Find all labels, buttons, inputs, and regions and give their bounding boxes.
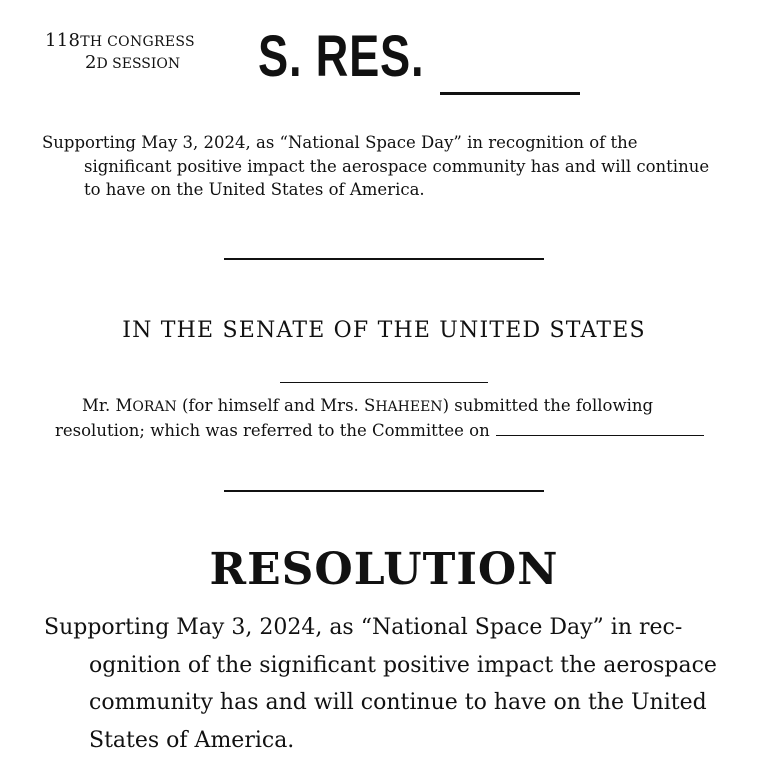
sponsor-statement (40, 394, 730, 443)
divider-rule-short (280, 382, 488, 383)
divider-rule (224, 490, 544, 492)
bill-type-title: S. RES. (258, 24, 425, 89)
congress-label: 118TH CONGRESS (45, 30, 195, 51)
caption-line: significant positive impact the aerospace community has and will continue (84, 156, 710, 176)
sponsor-line: resolution; which was referred to the Committee on (40, 419, 730, 443)
resolution-heading: RESOLUTION (209, 544, 559, 595)
divider-rule (224, 258, 544, 260)
resolution-line: Supporting May 3, 2024, as “National Space Day” in rec- (44, 615, 683, 640)
resolution-line: States of America. (89, 727, 295, 753)
caption-line: to have on the United States of America. (84, 180, 425, 199)
committee-blank (496, 421, 704, 436)
sponsor-line: Mr. MORAN (for himself and Mrs. SHAHEEN) submitted the following (82, 396, 654, 415)
resolution-line: community has and will continue to have on the United (89, 690, 707, 715)
resolution-text (44, 609, 724, 759)
session-label: 2D SESSION (85, 52, 181, 73)
resolution-line: ognition of the significant positive impact the aerospace (89, 652, 717, 678)
bill-number-blank (440, 92, 580, 95)
caption (42, 131, 732, 202)
caption-line: Supporting May 3, 2024, as “National Space Day” in recognition of the (42, 133, 638, 152)
chamber-heading: IN THE SENATE OF THE UNITED STATES (122, 318, 646, 343)
